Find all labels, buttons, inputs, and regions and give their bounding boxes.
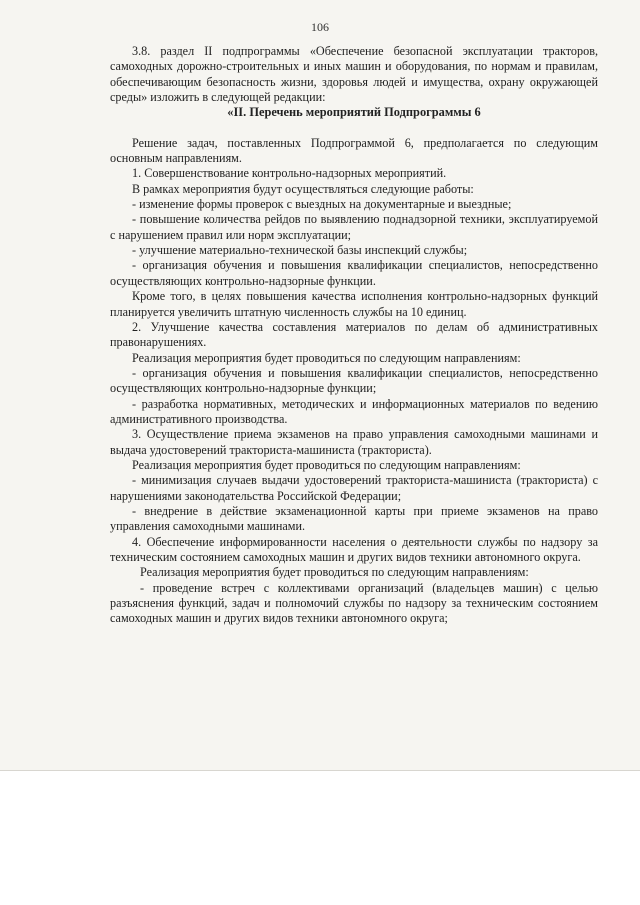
paragraph-3: В рамках мероприятия будут осуществляться следующие работы: xyxy=(132,181,474,196)
paragraph-13: 3. Осуществление приема экзаменов на право управления самоходными машинами и выдача удостоверений тракториста-машиниста (тракториста). xyxy=(110,427,598,457)
paragraph-4: - изменение формы проверок с выездных на документарные и выездные; xyxy=(132,197,512,212)
paragraph-10: Реализация мероприятия будет проводиться по следующим направлениям: xyxy=(132,350,521,365)
paragraph-17: 4. Обеспечение информированности населения о деятельности службы по надзору за техническим состоянием самоходных машин и других видов техники автономного округа. xyxy=(110,534,598,564)
paragraph-11: - организация обучения и повышения квалификации специалистов, непосредственно осуществляющих контрольно-надзорные функции; xyxy=(110,365,598,396)
section-heading: «II. Перечень мероприятий Подпрограммы 6 xyxy=(227,105,481,120)
paragraph-2: 1. Совершенствование контрольно-надзорных мероприятий. xyxy=(132,166,447,181)
paragraph-6: - улучшение материально-технической базы инспекций службы; xyxy=(132,243,468,258)
page-number: 106 xyxy=(311,20,329,34)
paragraph-15: - минимизация случаев выдачи удостоверений тракториста-машиниста (тракториста) с нарушениями законодательства Российской Федерации; xyxy=(110,473,598,503)
document-body xyxy=(110,44,598,627)
paragraph-18: Реализация мероприятия будет проводиться по следующим направлениям: xyxy=(140,565,529,580)
paragraph-16: - внедрение в действие экзаменационной карты при приеме экзаменов на право управления самоходными машинами. xyxy=(110,503,598,534)
paragraph-5: - повышение количества рейдов по выявлению поднадзорной техники, эксплуатируемой с нарушением правил или норм эксплуатации; xyxy=(110,212,598,242)
paragraph-7: - организация обучения и повышения квалификации специалистов, непосредственно осуществляющих контрольно-надзорные функции. xyxy=(110,258,598,288)
paragraph-12: - разработка нормативных, методических и информационных материалов по ведению административного производства. xyxy=(110,396,598,426)
paragraph-8: Кроме того, в целях повышения качества исполнения контрольно-надзорных функций планируется увеличить штатную численность службы на 10 единиц. xyxy=(110,289,598,319)
paragraph-1: Решение задач, поставленных Подпрограммой 6, предполагается по следующим основным направлениям. xyxy=(110,135,598,166)
intro-paragraph: 3.8. раздел II подпрограммы «Обеспечение безопасной эксплуатации тракторов, самоходных дорожно-строительных и иных машин и оборудования, по нормам и правилам, обеспечивающим безопасность жизни, здоровья людей и имущества, охрану окружающей среды» изложить в следующей редакции: xyxy=(110,44,598,105)
paragraph-9: 2. Улучшение качества составления материалов по делам об административных правонарушениях. xyxy=(110,319,598,350)
paragraph-14: Реализация мероприятия будет проводиться по следующим направлениям: xyxy=(132,457,521,472)
paragraph-19: - проведение встреч с коллективами организаций (владельцев машин) с целью разъяснения функций, задач и полномочий службы по надзору за техническим состоянием самоходных машин и других видов техники автономного округа; xyxy=(110,580,598,626)
